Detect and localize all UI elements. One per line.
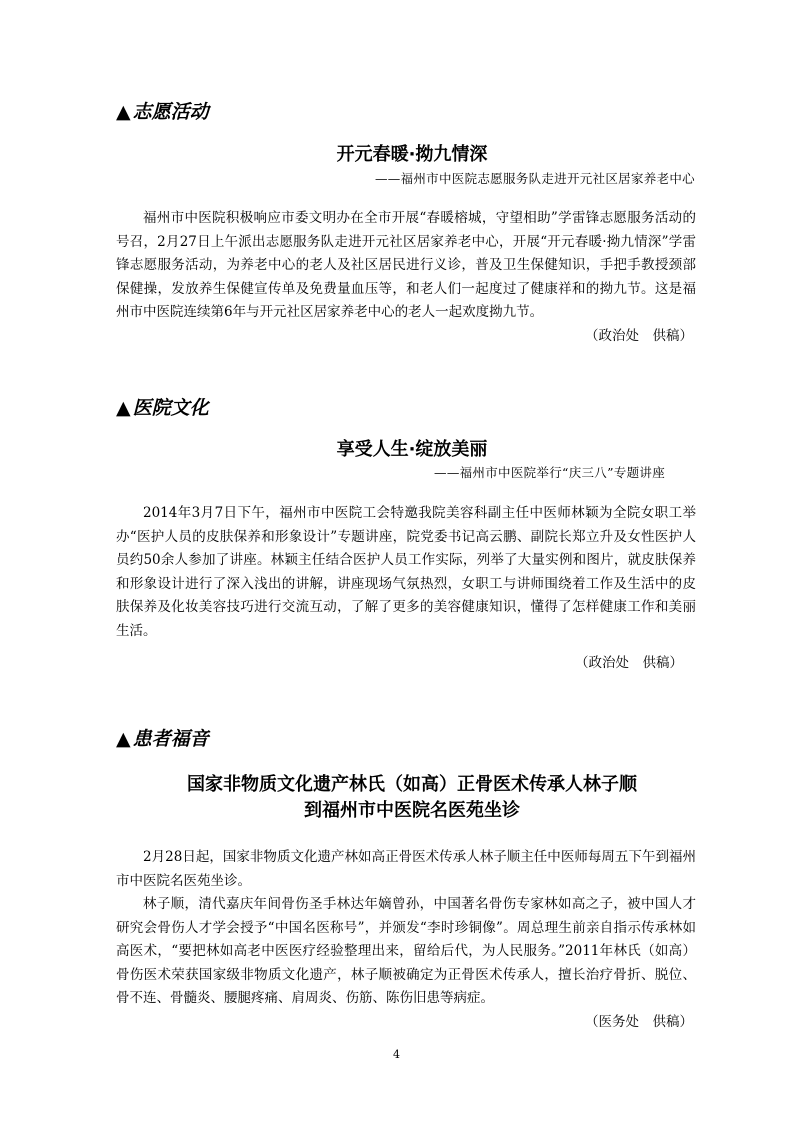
section-heading-text: 志愿活动 (132, 101, 209, 123)
article-subtitle: ——福州市中医院举行“庆三八”专题讲座 (434, 465, 665, 480)
triangle-marker-icon: ▲ (116, 397, 131, 419)
article-credit: （政治处 供稿） (585, 328, 693, 344)
article-credit: （医务处 供稿） (585, 1014, 693, 1030)
article-subtitle: ——福州市中医院志愿服务队走进开元社区居家养老中心 (374, 171, 695, 186)
article-title: 开元春暖·拗九情深 (336, 144, 488, 165)
article-paragraph: 2月28日起，国家非物质文化遗产林如高正骨医术传承人林子顺主任中医师每周五下午到福州市中医院名医苑坐诊。 (116, 849, 696, 889)
article-credit: （政治处 供稿） (575, 655, 683, 671)
section-heading-text: 患者福音 (132, 728, 209, 750)
article-paragraph: 林子顺，清代嘉庆年间骨伤圣手林达年嫡曾孙，中国著名骨伤专家林如高之子，被中国人才研究会骨伤人才学会授予“中国名医称号”，并颁发“李时珍铜像”。周总理生前亲自指示传承林如高医术，“要把林如高老中医医疗经验整理出来，留给后代，为人民服务。”2011年林氏（如高）骨伤医术荣获国家级非物质文化遗产，林子顺被确定为正骨医术传承人，擅长治疗骨折、脱位、骨不连、骨髓炎、腰腿疼痛、肩周炎、伤筋、陈伤旧患等病症。 (116, 896, 696, 1006)
section-heading-volunteer (116, 100, 209, 124)
triangle-marker-icon: ▲ (116, 728, 131, 750)
article-title-line-2: 到福州市中医院名医苑坐诊 (304, 800, 520, 821)
article-title-line-1: 国家非物质文化遗产林氏（如高）正骨医术传承人林子顺 (187, 774, 637, 795)
article-paragraph: 2014年3月7日下午，福州市中医院工会特邀我院美容科副主任中医师林颖为全院女职工举办“医护人员的皮肤保养和形象设计”专题讲座，院党委书记高云鹏、副院长郑立升及女性医护人员约50余人参加了讲座。林颖主任结合医护人员工作实际，列举了大量实例和图片，就皮肤保养和形象设计进行了深入浅出的讲解，讲座现场气氛热烈，女职工与讲师围绕着工作及生活中的皮肤保养及化妆美容技巧进行交流互动，了解了更多的美容健康知识，懂得了怎样健康工作和美丽生活。 (116, 505, 696, 639)
section-heading-patients (116, 727, 209, 751)
page-number: 4 (393, 1048, 400, 1061)
article-title: 享受人生·绽放美丽 (336, 439, 488, 460)
section-heading-text: 医院文化 (132, 397, 209, 419)
article-paragraph: 福州市中医院积极响应市委文明办在全市开展“春暖榕城，守望相助”学雷锋志愿服务活动的号召，2月27日上午派出志愿服务队走进开元社区居家养老中心，开展“开元春暖·拗九情深”学雷锋志愿服务活动，为养老中心的老人及社区居民进行义诊，普及卫生保健知识，手把手教授颈部保健操，发放养生保健宣传单及免费量血压等，和老人们一起度过了健康祥和的拗九节。这是福州市中医院连续第6年与开元社区居家养老中心的老人一起欢度拗九节。 (116, 210, 696, 320)
triangle-marker-icon: ▲ (116, 101, 131, 123)
section-heading-culture (116, 396, 209, 420)
